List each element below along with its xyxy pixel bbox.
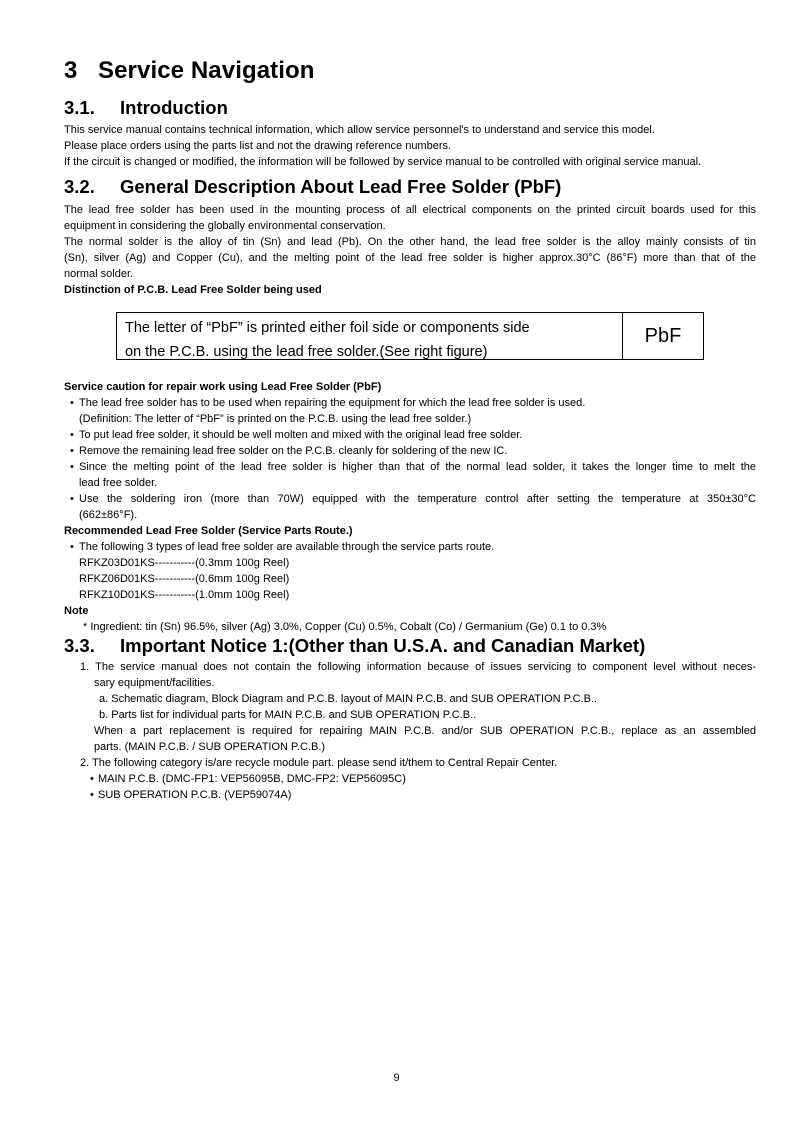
section-3-2-intro <box>64 202 756 298</box>
solder-part-item: RFKZ10D01KS-----------(1.0mm 100g Reel) <box>79 589 290 601</box>
bullet-icon: • <box>70 429 74 441</box>
caution-bullet-text: The lead free solder has to be used when repairing the equipment for which the lead free solder is used. <box>79 397 586 409</box>
lead-free-paragraph-line: equipment in considering the globally environmental conservation. <box>64 220 386 232</box>
bullet-icon: • <box>90 773 94 785</box>
section-3-3-body <box>80 659 756 803</box>
recycle-module-item <box>80 787 756 803</box>
normal-solder-paragraph-line: The normal solder is the alloy of tin (Sn) and lead (Pb). On the other hand, the lead free solder is the alloy mainly consists of tin <box>64 236 756 248</box>
section-3-1-title: Introduction <box>120 97 228 118</box>
page-number: 9 <box>393 1072 400 1084</box>
notice-item-1-continuation: sary equipment/facilities. <box>94 677 215 689</box>
section-3-1-body <box>64 122 756 170</box>
notice-replacement-line: When a part replacement is required for repairing MAIN P.C.B. and/or SUB OPERATION P.C.B., replace as an assembled <box>94 725 756 737</box>
section-3-1-heading <box>64 97 228 119</box>
distinction-heading: Distinction of P.C.B. Lead Free Solder being used <box>64 284 322 296</box>
chapter-title: Service Navigation <box>98 57 315 84</box>
service-caution-heading: Service caution for repair work using Lead Free Solder (PbF) <box>64 381 382 393</box>
service-caution-section <box>64 379 756 635</box>
section-3-3-heading <box>64 635 645 657</box>
chapter-heading <box>64 57 315 85</box>
intro-line: If the circuit is changed or modified, the information will be followed by service manual to be controlled with original service manual. <box>64 156 702 168</box>
section-3-2-title: General Description About Lead Free Solder (PbF) <box>120 176 562 197</box>
caution-bullet <box>64 443 756 459</box>
bullet-icon: • <box>70 541 74 553</box>
pbf-notice-line: The letter of “PbF” is printed either foil side or components side <box>125 320 530 336</box>
notice-item-2: 2. The following category is/are recycle module part. please send it/them to Central Repair Center. <box>80 757 558 769</box>
caution-bullet-text: Use the soldering iron (more than 70W) equipped with the temperature control after setting the temperature at 350±30°C <box>79 493 756 505</box>
section-3-3-title: Important Notice 1:(Other than U.S.A. and Canadian Market) <box>120 635 646 656</box>
recommended-intro-text: The following 3 types of lead free solder are available through the service parts route. <box>79 541 495 553</box>
recycle-module-item <box>80 771 756 787</box>
intro-line: Please place orders using the parts list and not the drawing reference numbers. <box>64 140 452 152</box>
caution-bullet <box>64 459 756 475</box>
bullet-icon: • <box>70 493 74 505</box>
recommended-intro <box>64 539 756 555</box>
bullet-icon: • <box>70 445 74 457</box>
section-3-2-number: 3.2. <box>64 176 95 197</box>
caution-definition: (Definition: The letter of “PbF” is printed on the P.C.B. using the lead free solder.) <box>79 413 472 425</box>
intro-line: This service manual contains technical information, which allow service personnel's to understand and service this model. <box>64 124 655 136</box>
caution-bullet-continuation: (662±86°F). <box>79 509 138 521</box>
notice-subitem-b: b. Parts list for individual parts for MAIN P.C.B. and SUB OPERATION P.C.B.. <box>99 709 477 721</box>
section-3-2-heading <box>64 176 561 198</box>
notice-subitem-a: a. Schematic diagram, Block Diagram and P.C.B. layout of MAIN P.C.B. and SUB OPERATION P.C.B.. <box>99 693 598 705</box>
bullet-icon: • <box>70 461 74 473</box>
section-3-1-number: 3.1. <box>64 97 95 118</box>
pbf-notice-text <box>125 316 530 364</box>
solder-part-item: RFKZ06D01KS-----------(0.6mm 100g Reel) <box>79 573 290 585</box>
solder-part-item: RFKZ03D01KS-----------(0.3mm 100g Reel) <box>79 557 290 569</box>
recommended-solder-heading: Recommended Lead Free Solder (Service Parts Route.) <box>64 525 353 537</box>
pbf-mark-figure: PbF <box>644 324 682 347</box>
caution-bullet-text: Since the melting point of the lead free solder is higher than that of the normal lead solder, it takes the longer time to melt the <box>79 461 756 473</box>
normal-solder-paragraph-line: (Sn), silver (Ag) and Copper (Cu), and the melting point of the lead free solder is higher approx.30°C (86°F) more than that of the <box>64 252 756 264</box>
chapter-number: 3 <box>64 57 78 84</box>
caution-bullet <box>64 395 756 411</box>
notice-item-1: 1. The service manual does not contain the following information because of issues servicing to component level without neces- <box>80 661 756 673</box>
recycle-module-text: MAIN P.C.B. (DMC-FP1: VEP56095B, DMC-FP2: VEP56095C) <box>98 773 406 785</box>
caution-bullet <box>64 427 756 443</box>
bullet-icon: • <box>70 397 74 409</box>
section-3-3-number: 3.3. <box>64 635 95 656</box>
notice-replacement-line: parts. (MAIN P.C.B. / SUB OPERATION P.C.B.) <box>94 741 326 753</box>
pbf-notice-line: on the P.C.B. using the lead free solder.(See right figure) <box>125 344 488 360</box>
pbf-notice-box <box>116 312 704 360</box>
caution-bullet <box>64 491 756 507</box>
normal-solder-paragraph-line: normal solder. <box>64 268 134 280</box>
note-text: * Ingredient: tin (Sn) 96.5%, silver (Ag) 3.0%, Copper (Cu) 0.5%, Cobalt (Co) / Germanium (Ge) 0.1 to 0.3% <box>83 621 607 633</box>
caution-bullet-text: To put lead free solder, it should be well molten and mixed with the original lead free solder. <box>79 429 523 441</box>
caution-bullet-text: Remove the remaining lead free solder on the P.C.B. cleanly for soldering of the new IC. <box>79 445 508 457</box>
note-heading: Note <box>64 605 89 617</box>
bullet-icon: • <box>90 789 94 801</box>
recycle-module-text: SUB OPERATION P.C.B. (VEP59074A) <box>98 789 292 801</box>
caution-bullet-continuation: lead free solder. <box>79 477 158 489</box>
lead-free-paragraph-line: The lead free solder has been used in the mounting process of all electrical components on the printed circuit boards used for this <box>64 204 756 216</box>
